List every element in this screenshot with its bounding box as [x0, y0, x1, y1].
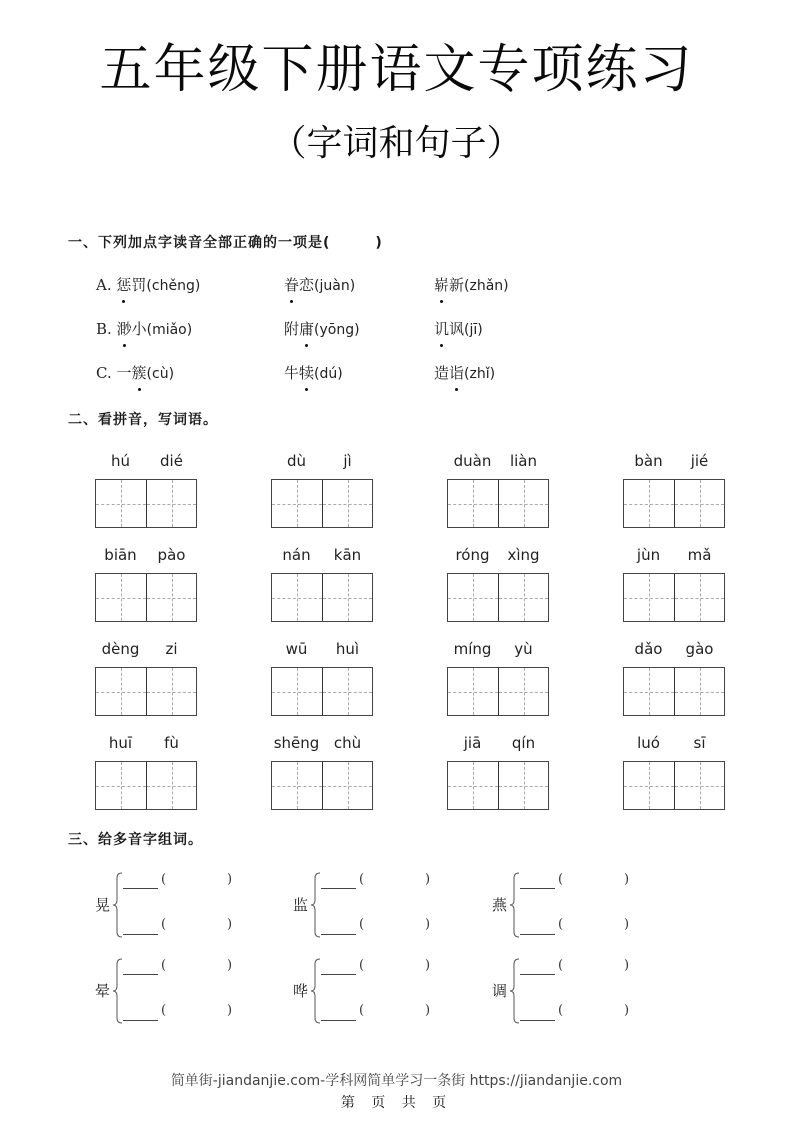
pinyin-syllable: dǎo — [634, 640, 663, 658]
paren-close: ) — [227, 1003, 233, 1018]
tianzige-boxes[interactable] — [95, 573, 197, 622]
pinyin-label — [95, 546, 197, 566]
pinyin-syllable: zi — [165, 640, 178, 658]
paren-open: ( — [161, 1003, 167, 1018]
tianzige-boxes[interactable] — [623, 573, 725, 622]
answer-blank[interactable] — [520, 1020, 555, 1021]
character-cell[interactable] — [448, 574, 498, 621]
character-cell[interactable] — [448, 480, 498, 527]
character-cell[interactable] — [96, 574, 146, 621]
footer-page-number: 第 页 共 页 — [340, 1095, 453, 1111]
paren-open: ( — [558, 958, 564, 973]
tianzige-boxes[interactable] — [271, 761, 373, 810]
word-writing-item — [95, 452, 197, 528]
character-cell[interactable] — [448, 668, 498, 715]
tianzige-boxes[interactable] — [95, 479, 197, 528]
character-cell[interactable] — [146, 574, 196, 621]
pinyin-label — [623, 546, 725, 566]
word-writing-item — [95, 734, 197, 810]
pinyin-syllable: huì — [335, 640, 360, 658]
character-cell[interactable] — [272, 480, 322, 527]
page-subtitle: （字词和句子） — [270, 123, 523, 164]
paren-open: ( — [359, 1003, 365, 1018]
word-writing-item — [271, 452, 373, 528]
character-cell[interactable] — [448, 762, 498, 809]
section3-heading: 三、给多音字组词。 — [68, 832, 203, 848]
character-cell[interactable] — [322, 668, 372, 715]
pinyin-label — [95, 640, 197, 660]
character-cell[interactable] — [322, 574, 372, 621]
paren-close: ) — [425, 958, 431, 973]
character-cell[interactable] — [674, 762, 724, 809]
paren-close: ) — [624, 958, 630, 973]
pinyin-syllable: dù — [286, 452, 307, 470]
polyphone-item — [492, 958, 672, 1028]
character-cell[interactable] — [146, 668, 196, 715]
pinyin-syllable: dèng — [101, 640, 140, 658]
pinyin-syllable: xìng — [507, 546, 540, 564]
tianzige-boxes[interactable] — [447, 479, 549, 528]
answer-blank[interactable] — [321, 1020, 356, 1021]
paren-close: ) — [425, 917, 431, 932]
answer-blank[interactable] — [123, 1020, 158, 1021]
pinyin-syllable: pào — [157, 546, 186, 564]
polyphone-item — [95, 958, 275, 1028]
pinyin-syllable: chù — [333, 734, 362, 752]
pinyin-label — [271, 452, 373, 472]
pinyin-syllable: duàn — [453, 452, 492, 470]
answer-blank[interactable] — [123, 934, 158, 935]
polyphone-item — [95, 872, 275, 942]
paren-open: ( — [161, 872, 167, 887]
paren-close: ) — [227, 958, 233, 973]
character-cell[interactable] — [624, 574, 674, 621]
character-cell[interactable] — [146, 480, 196, 527]
pinyin-syllable: sī — [693, 734, 706, 752]
polyphone-character: 燕 — [492, 896, 508, 914]
answer-blank[interactable] — [123, 974, 158, 975]
pinyin-syllable: bàn — [634, 452, 663, 470]
pinyin-syllable: míng — [453, 640, 492, 658]
pinyin-syllable: huī — [108, 734, 133, 752]
tianzige-boxes[interactable] — [623, 667, 725, 716]
brace-icon — [510, 872, 520, 938]
tianzige-boxes[interactable] — [623, 761, 725, 810]
paren-open: ( — [359, 872, 365, 887]
section1-heading: 一、下列加点字读音全部正确的一项是( ) — [68, 235, 383, 251]
paren-close: ) — [425, 872, 431, 887]
pinyin-label — [623, 640, 725, 660]
answer-blank[interactable] — [520, 888, 555, 889]
option-row-a — [96, 274, 696, 298]
answer-blank[interactable] — [520, 974, 555, 975]
section2-heading: 二、看拼音，写词语。 — [68, 412, 218, 428]
paren-open: ( — [359, 917, 365, 932]
pinyin-label — [623, 452, 725, 472]
answer-blank[interactable] — [321, 888, 356, 889]
paren-open: ( — [558, 917, 564, 932]
pinyin-syllable: jùn — [636, 546, 661, 564]
option-b3: 讥讽(jī) — [434, 320, 483, 338]
pinyin-syllable: wū — [285, 640, 308, 658]
paren-close: ) — [227, 872, 233, 887]
paren-close: ) — [227, 917, 233, 932]
footer-site-text: 简单街-jiandanjie.com-学科网简单学习一条街 https://jiandanjie.com — [170, 1073, 623, 1089]
paren-close: ) — [624, 917, 630, 932]
character-cell[interactable] — [96, 668, 146, 715]
pinyin-syllable: róng — [455, 546, 490, 564]
pinyin-label — [271, 546, 373, 566]
pinyin-label — [447, 452, 549, 472]
tianzige-boxes[interactable] — [271, 479, 373, 528]
pinyin-syllable: kān — [333, 546, 362, 564]
paren-open: ( — [558, 872, 564, 887]
pinyin-label — [447, 546, 549, 566]
pinyin-syllable: yù — [514, 640, 533, 658]
paren-open: ( — [161, 958, 167, 973]
polyphone-item — [293, 958, 473, 1028]
paren-close: ) — [425, 1003, 431, 1018]
pinyin-label — [95, 734, 197, 754]
paren-open: ( — [359, 958, 365, 973]
polyphone-character: 晕 — [95, 982, 111, 1000]
option-b1: B. 渺小(miǎo) — [96, 320, 193, 338]
word-writing-item — [447, 734, 549, 810]
brace-icon — [113, 872, 123, 938]
pinyin-label — [271, 640, 373, 660]
tianzige-boxes[interactable] — [95, 667, 197, 716]
option-b2: 附庸(yōng) — [284, 320, 360, 338]
pinyin-syllable: jiā — [463, 734, 482, 752]
polyphone-character: 哗 — [293, 982, 309, 1000]
option-a2: 眷恋(juàn) — [284, 276, 356, 294]
tianzige-boxes[interactable] — [623, 479, 725, 528]
answer-blank[interactable] — [520, 934, 555, 935]
polyphone-character: 监 — [293, 896, 309, 914]
tianzige-boxes[interactable] — [447, 667, 549, 716]
character-cell[interactable] — [674, 574, 724, 621]
character-cell[interactable] — [674, 480, 724, 527]
word-writing-item — [271, 734, 373, 810]
character-cell[interactable] — [498, 668, 548, 715]
polyphone-item — [293, 872, 473, 942]
word-writing-item — [623, 452, 725, 528]
tianzige-boxes[interactable] — [95, 761, 197, 810]
pinyin-syllable: qín — [511, 734, 536, 752]
option-c3: 造诣(zhǐ) — [434, 364, 496, 382]
pinyin-syllable: jié — [690, 452, 709, 470]
word-writing-item — [623, 734, 725, 810]
tianzige-boxes[interactable] — [447, 761, 549, 810]
tianzige-boxes[interactable] — [271, 667, 373, 716]
character-cell[interactable] — [624, 762, 674, 809]
option-row-c — [96, 362, 696, 386]
character-cell[interactable] — [498, 762, 548, 809]
character-cell[interactable] — [498, 574, 548, 621]
character-cell[interactable] — [322, 762, 372, 809]
paren-close: ) — [624, 1003, 630, 1018]
answer-blank[interactable] — [321, 974, 356, 975]
word-writing-item — [95, 640, 197, 716]
character-cell[interactable] — [146, 762, 196, 809]
brace-icon — [311, 958, 321, 1024]
option-c1: C. 一簇(cù) — [96, 364, 175, 382]
option-c2: 牛犊(dú) — [284, 364, 343, 382]
paren-open: ( — [558, 1003, 564, 1018]
option-a1: A. 惩罚(chěng) — [96, 276, 201, 294]
word-writing-item — [447, 640, 549, 716]
word-writing-item — [271, 546, 373, 622]
answer-blank[interactable] — [123, 888, 158, 889]
pinyin-syllable: hú — [110, 452, 130, 470]
word-writing-item — [623, 640, 725, 716]
polyphone-item — [492, 872, 672, 942]
pinyin-syllable: luó — [637, 734, 660, 752]
brace-icon — [311, 872, 321, 938]
character-cell[interactable] — [624, 480, 674, 527]
pinyin-syllable: dié — [160, 452, 183, 470]
character-cell[interactable] — [96, 762, 146, 809]
pinyin-syllable: shēng — [273, 734, 320, 752]
character-cell[interactable] — [272, 668, 322, 715]
character-cell[interactable] — [322, 480, 372, 527]
pinyin-label — [447, 734, 549, 754]
pinyin-syllable: gào — [685, 640, 714, 658]
option-a3: 崭新(zhǎn) — [434, 276, 509, 294]
page-title: 五年级下册语文专项练习 — [99, 40, 694, 100]
polyphone-character: 晃 — [95, 896, 111, 914]
answer-blank[interactable] — [321, 934, 356, 935]
pinyin-label — [623, 734, 725, 754]
pinyin-syllable: liàn — [509, 452, 538, 470]
word-writing-item — [271, 640, 373, 716]
brace-icon — [113, 958, 123, 1024]
pinyin-syllable: nán — [282, 546, 311, 564]
option-row-b — [96, 318, 696, 342]
pinyin-label — [447, 640, 549, 660]
character-cell[interactable] — [624, 668, 674, 715]
polyphone-character: 调 — [492, 982, 508, 1000]
paren-close: ) — [624, 872, 630, 887]
brace-icon — [510, 958, 520, 1024]
character-cell[interactable] — [272, 574, 322, 621]
word-writing-item — [95, 546, 197, 622]
word-writing-item — [447, 452, 549, 528]
tianzige-boxes[interactable] — [447, 573, 549, 622]
character-cell[interactable] — [498, 480, 548, 527]
paren-open: ( — [161, 917, 167, 932]
word-writing-item — [447, 546, 549, 622]
character-cell[interactable] — [674, 668, 724, 715]
pinyin-syllable: mǎ — [687, 546, 712, 564]
character-cell[interactable] — [96, 480, 146, 527]
pinyin-syllable: biān — [104, 546, 137, 564]
pinyin-syllable: jì — [343, 452, 352, 470]
pinyin-label — [271, 734, 373, 754]
pinyin-label — [95, 452, 197, 472]
tianzige-boxes[interactable] — [271, 573, 373, 622]
word-writing-item — [623, 546, 725, 622]
pinyin-syllable: fù — [164, 734, 179, 752]
character-cell[interactable] — [272, 762, 322, 809]
